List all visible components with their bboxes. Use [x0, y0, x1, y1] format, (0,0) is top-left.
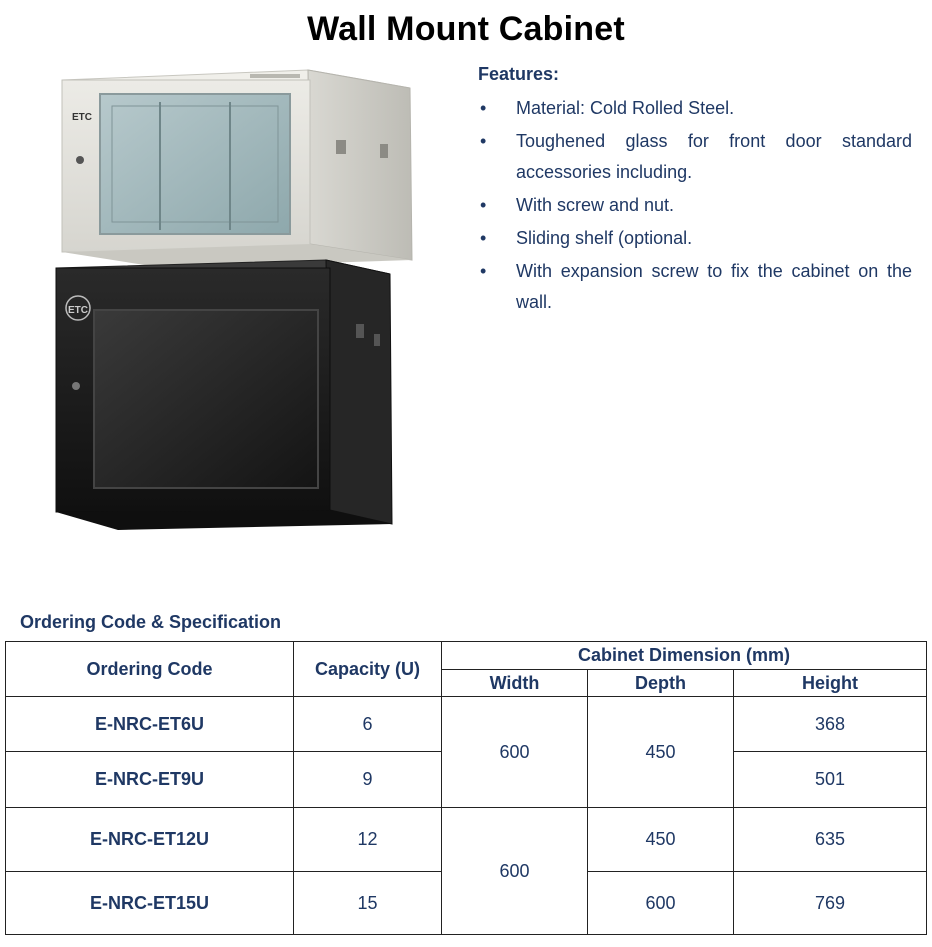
- cell-capacity: 6: [294, 697, 442, 752]
- header-height: Height: [734, 670, 927, 697]
- cell-depth: 450: [588, 808, 734, 872]
- feature-item: • Sliding shelf (optional.: [478, 223, 912, 254]
- cell-width: 600: [442, 697, 588, 808]
- cell-capacity: 12: [294, 808, 442, 872]
- feature-item: • Material: Cold Rolled Steel.: [478, 93, 912, 124]
- header-width: Width: [442, 670, 588, 697]
- features-section: [478, 64, 912, 320]
- table-row: [6, 697, 927, 752]
- product-image: [40, 62, 430, 552]
- logo-bottom: ETC: [68, 305, 88, 316]
- cell-height: 769: [734, 872, 927, 935]
- cell-code: E-NRC-ET9U: [6, 752, 294, 808]
- ordering-heading: Ordering Code & Specification: [20, 612, 282, 632]
- cell-depth: 600: [588, 872, 734, 935]
- cell-capacity: 15: [294, 872, 442, 935]
- grey-cabinet: [62, 70, 412, 268]
- cell-code: E-NRC-ET12U: [6, 808, 294, 872]
- spec-table: [5, 641, 927, 935]
- cell-height: 368: [734, 697, 927, 752]
- table-row: [6, 808, 927, 872]
- feature-item: • With screw and nut.: [478, 190, 912, 221]
- header-ordering-code: Ordering Code: [6, 642, 294, 697]
- cell-height: 501: [734, 752, 927, 808]
- cell-code: E-NRC-ET6U: [6, 697, 294, 752]
- logo-top: ETC: [72, 112, 92, 123]
- cell-code: E-NRC-ET15U: [6, 872, 294, 935]
- feature-item: • Toughened glass for front door standard accessories including.: [478, 126, 912, 188]
- page-title: Wall Mount Cabinet: [307, 10, 625, 48]
- header-cabinet-dimension: Cabinet Dimension (mm): [442, 642, 927, 670]
- header-depth: Depth: [588, 670, 734, 697]
- cell-height: 635: [734, 808, 927, 872]
- cell-width: 600: [442, 808, 588, 935]
- feature-item: • With expansion screw to fix the cabinet on the wall.: [478, 256, 912, 318]
- cell-capacity: 9: [294, 752, 442, 808]
- features-list: [478, 93, 912, 318]
- features-heading: Features:: [478, 64, 560, 84]
- header-capacity: Capacity (U): [294, 642, 442, 697]
- cell-depth: 450: [588, 697, 734, 808]
- black-cabinet: [56, 260, 392, 530]
